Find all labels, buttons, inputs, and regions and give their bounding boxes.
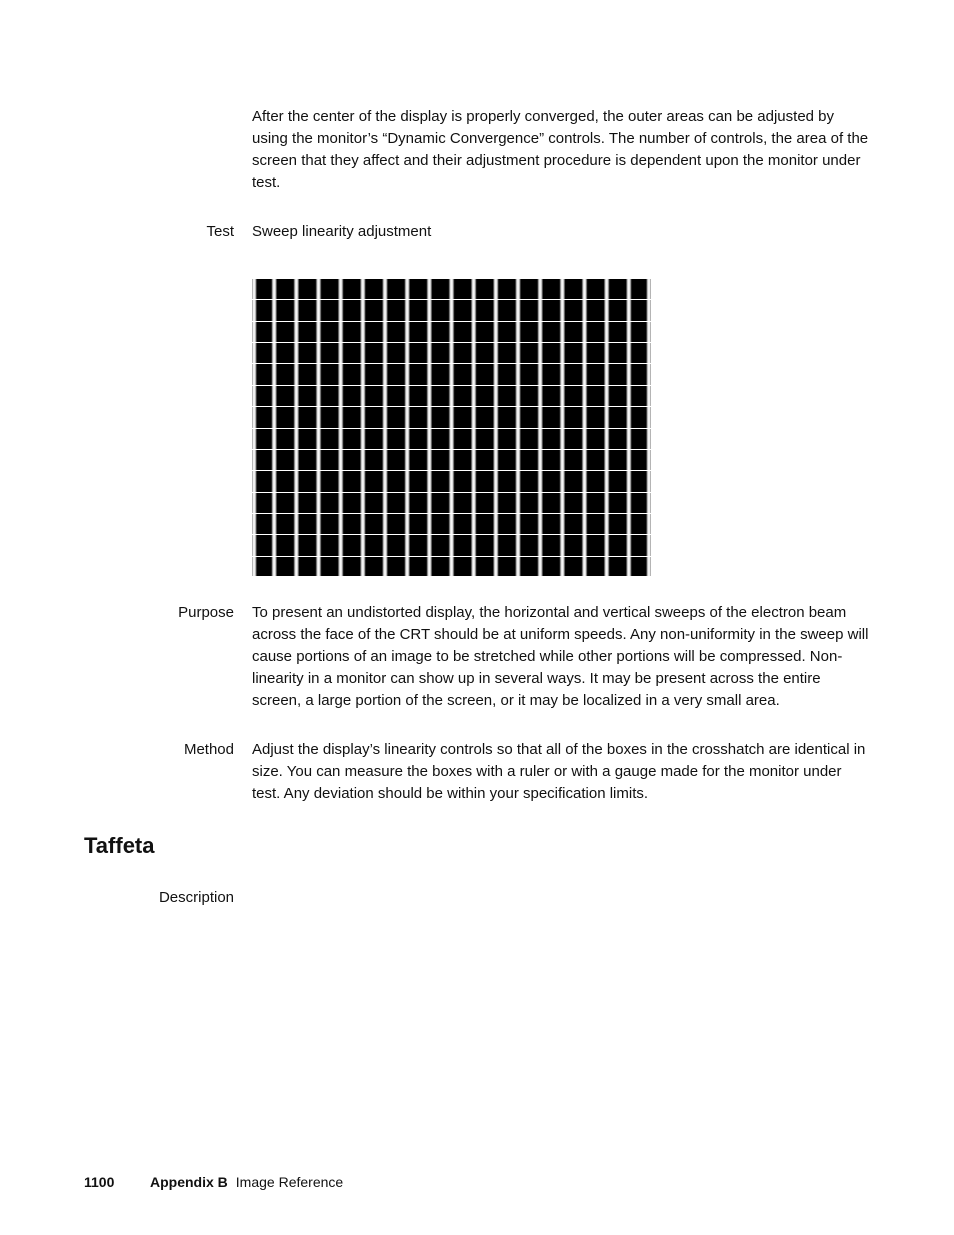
section-heading: Taffeta [84, 833, 155, 858]
crosshatch-vertical-line [449, 278, 455, 577]
page-footer [84, 1173, 343, 1191]
footer-appendix: Appendix B [150, 1174, 228, 1190]
method-label: Method [183, 741, 234, 758]
crosshatch-vertical-line [582, 278, 588, 577]
crosshatch-vertical-line [537, 278, 543, 577]
test-value: Sweep linearity adjustment [252, 223, 432, 240]
crosshatch-vertical-line [515, 278, 521, 577]
crosshatch-test-pattern [252, 278, 651, 577]
crosshatch-vertical-line [252, 278, 257, 577]
crosshatch-vertical-line [271, 278, 277, 577]
crosshatch-vertical-line [316, 278, 322, 577]
crosshatch-vertical-line [404, 278, 410, 577]
crosshatch-vertical-line [493, 278, 499, 577]
test-label: Test [206, 223, 234, 240]
page-number: 1100 [84, 1174, 115, 1190]
intro-paragraph: After the center of the display is properly converged, the outer areas can be adjusted by using the monitor’s “Dynamic Convergence” controls. The number of controls, the area of the screen that they affect and their adjustment procedure is dependent upon the monitor under test. [252, 108, 869, 191]
crosshatch-grid [252, 278, 651, 577]
crosshatch-vertical-line [426, 278, 432, 577]
crosshatch-vertical-line [293, 278, 299, 577]
crosshatch-vertical-line [559, 278, 565, 577]
crosshatch-vertical-line [646, 278, 651, 577]
crosshatch-vertical-line [360, 278, 366, 577]
crosshatch-vertical-line [471, 278, 477, 577]
crosshatch-vertical-line [382, 278, 388, 577]
crosshatch-vertical-line [626, 278, 632, 577]
description-label: Description [158, 889, 234, 906]
purpose-label: Purpose [178, 604, 234, 621]
method-text: Adjust the display’s linearity controls so that all of the boxes in the crosshatch are identical in size. You can measure the boxes with a ruler or with a gauge made for the monitor under test. Any deviation should be within your specification limits. [252, 741, 866, 802]
crosshatch-vertical-line [338, 278, 344, 577]
footer-chapter: Image Reference [235, 1174, 344, 1190]
crosshatch-vertical-line [604, 278, 610, 577]
purpose-text: To present an undistorted display, the horizontal and vertical sweeps of the electron beam across the face of the CRT should be at uniform speeds. Any non-uniformity in the sweep will cause portions of an image to be stretched while other portions will be compressed. Non-linearity in a monitor can show up in several ways. It may be present across the entire screen, a large portion of the screen, or it may be localized in a very small area. [252, 604, 869, 709]
